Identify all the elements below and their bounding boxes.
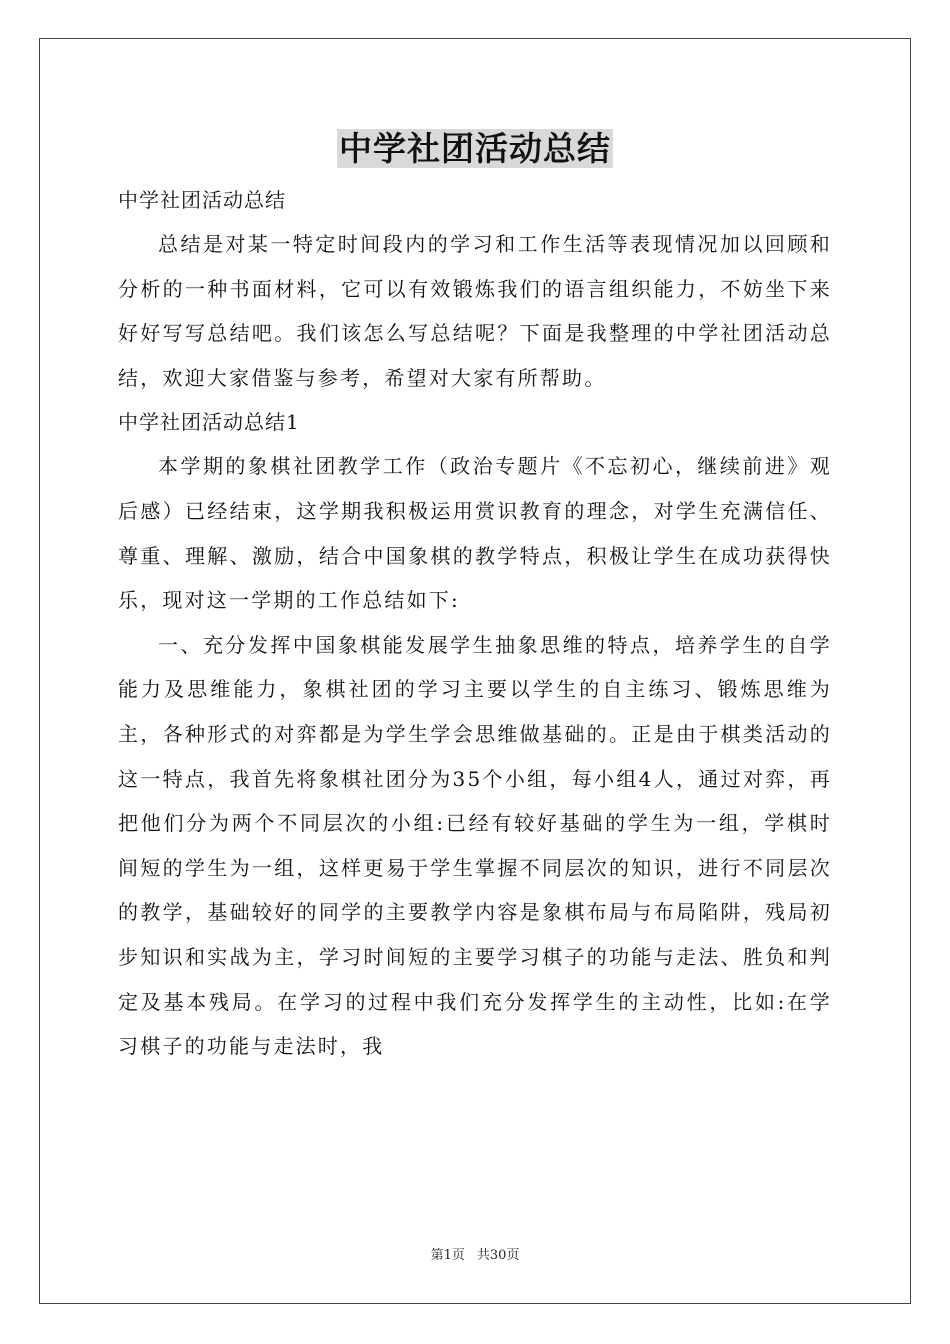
document-title <box>0 126 950 172</box>
section-heading: 中学社团活动总结 <box>118 188 286 212</box>
document-title-text: 中学社团活动总结 <box>339 129 611 168</box>
section-heading-1: 中学社团活动总结1 <box>118 410 300 435</box>
page-number: 第1页 <box>430 1248 465 1263</box>
page-total: 共30页 <box>476 1248 520 1263</box>
body-paragraph-1: 本学期的象棋社团教学工作（政治专题片《不忘初心，继续前进》观后感）已经结束，这学期我积极运用赏识教育的理念，对学生充满信任、尊重、理解、激励，结合中国象棋的教学特点，积极让学生在成功获得快乐，现对这一学期的工作总结如下: <box>118 454 832 613</box>
intro-paragraph: 总结是对某一特定时间段内的学习和工作生活等表现情况加以回顾和分析的一种书面材料，它可以有效锻炼我们的语言组织能力，不妨坐下来好好写写总结吧。我们该怎么写总结呢？下面是我整理的中学社团活动总结，欢迎大家借鉴与参考，希望对大家有所帮助。 <box>118 232 832 390</box>
body-paragraph-2: 一、充分发挥中国象棋能发展学生抽象思维的特点，培养学生的自学能力及思维能力，象棋社团的学习主要以学生的自主练习、锻炼思维为主，各种形式的对弈都是为学生学会思维做基础的。正是由于棋类活动的这一特点，我首先将象棋社团分为35个小组，每小组4人，通过对弈，再把他们分为两个不同层次的小组:已经有较好基础的学生为一组，学棋时间短的学生为一组，这样更易于学生掌握不同层次的知识，进行不同层次的教学，基础较好的同学的主要教学内容是象棋布局与布局陷阱，残局初步知识和实战为主，学习时间短的主要学习棋子的功能与走法、胜负和判定及基本残局。在学习的过程中我们充分发挥学生的主动性，比如:在学习棋子的功能与走法时，我 <box>118 632 832 1059</box>
page-footer <box>0 1247 950 1265</box>
document-body <box>118 178 832 1069</box>
